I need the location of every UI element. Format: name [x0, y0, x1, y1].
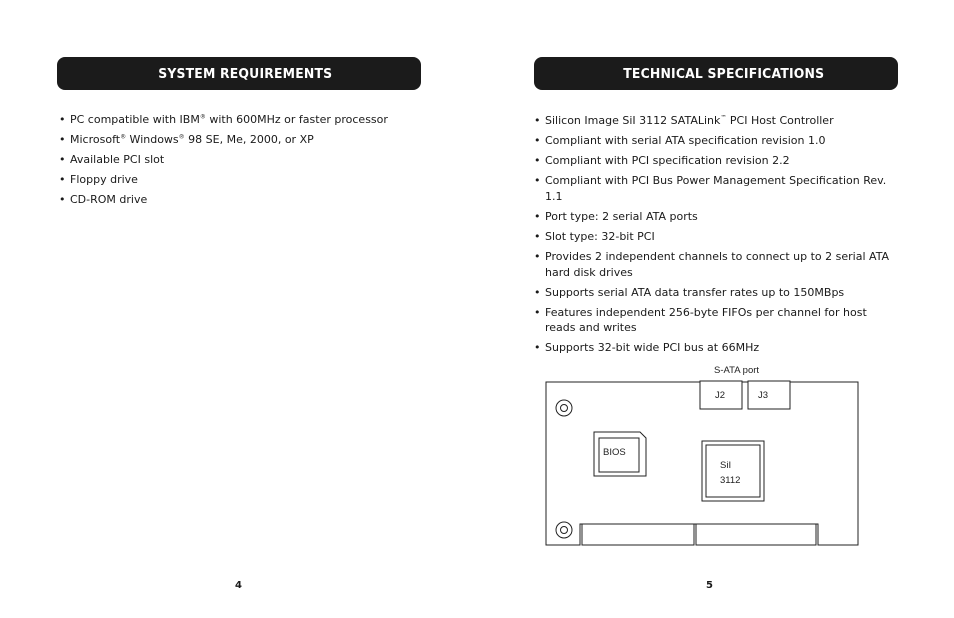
list-item: • Supports 32-bit wide PCI bus at 66MHz	[534, 340, 894, 356]
list-item: • CD-ROM drive	[59, 192, 439, 208]
list-item: • Compliant with serial ATA specification revision 1.0	[534, 133, 894, 149]
list-item: • Slot type: 32-bit PCI	[534, 229, 894, 245]
technical-specifications-header	[534, 57, 898, 90]
requirements-list	[59, 112, 439, 212]
specifications-list	[534, 113, 894, 360]
page-number: 5	[706, 580, 713, 591]
list-item: • Provides 2 independent channels to connect up to 2 serial ATA hard disk drives	[534, 249, 894, 280]
mounting-hole-bottom-inner	[561, 527, 568, 534]
port-j2-label: J2	[715, 390, 726, 401]
controller-chip-inner	[706, 445, 760, 497]
controller-chip	[702, 441, 764, 501]
header-title: SYSTEM REQUIREMENTS	[158, 65, 333, 82]
list-item: • Port type: 2 serial ATA ports	[534, 209, 894, 225]
list-item: • PC compatible with IBM® with 600MHz or faster processor	[59, 112, 439, 128]
list-item: • Available PCI slot	[59, 152, 439, 168]
list-item: • Microsoft® Windows® 98 SE, Me, 2000, or XP	[59, 132, 439, 148]
mounting-hole-top-inner	[561, 405, 568, 412]
list-item: • Compliant with PCI specification revision 2.2	[534, 153, 894, 169]
list-item: • Compliant with PCI Bus Power Management Specification Rev. 1.1	[534, 173, 894, 204]
page-number: 4	[235, 580, 242, 591]
bios-label: BIOS	[603, 447, 626, 458]
mounting-hole-bottom	[556, 522, 572, 538]
sata-port-label: S-ATA port	[714, 365, 760, 376]
list-item: • Floppy drive	[59, 172, 439, 188]
pci-card-diagram	[544, 362, 860, 548]
list-item: • Supports serial ATA data transfer rates up to 150MBps	[534, 285, 894, 301]
list-item: • Features independent 256-byte FIFOs per channel for host reads and writes	[534, 305, 894, 336]
header-title: TECHNICAL SPECIFICATIONS	[623, 65, 825, 82]
pci-card-drawing	[544, 362, 860, 548]
chip-label-line1: SiI	[720, 460, 732, 471]
system-requirements-header	[57, 57, 421, 90]
chip-label-line2: 3112	[720, 475, 741, 486]
sata-port-j3	[748, 381, 790, 409]
list-item: • Silicon Image SiI 3112 SATALink™ PCI Host Controller	[534, 113, 894, 129]
mounting-hole-top	[556, 400, 572, 416]
port-j3-label: J3	[758, 390, 769, 401]
